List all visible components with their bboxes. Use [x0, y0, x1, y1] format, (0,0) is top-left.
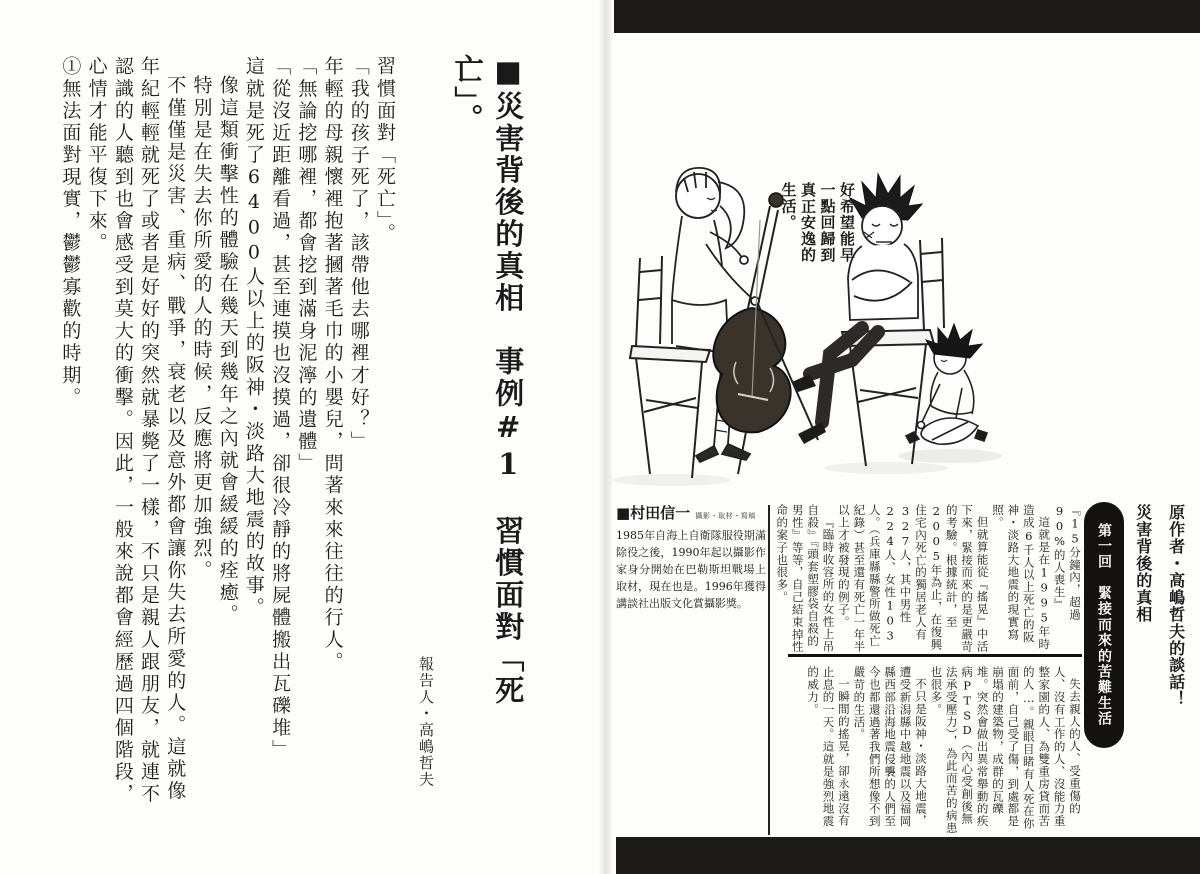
photographer-credit: [616, 502, 766, 612]
photographer-name-text: ■村田信一: [616, 504, 691, 522]
body-paragraph: 『臨時收容所的女性上吊自殺』『頭套塑膠袋自殺的男性』等等，自己結束掉性命的案子也很多。: [775, 504, 836, 654]
photographer-bio: 1985年自海上自衛隊服役期滿除役之後，1990年起以攝影作家身分開始在巴勒斯坦戰場上取材，現在也是。1996年獲得講談社出版文化賞攝影獎。: [616, 529, 766, 611]
headline-line: 原作者・高嶋哲夫的談話！: [1166, 504, 1186, 708]
body-paragraph: 像這類衝擊性的體驗在幾天到幾年之內就會緩緩的痊癒。: [216, 75, 239, 626]
top-black-bar: [614, 0, 1200, 33]
body-paragraph: 一瞬間的搖晃，卻永遠沒有止息的一天。這就是強烈地震的威力。: [806, 666, 851, 828]
photographer-name: [616, 502, 766, 523]
section-divider: [788, 654, 1082, 657]
body-paragraph: 這就是在1995年時造成6千人以上死亡的阪神・淡路大地震的現實寫照。: [990, 504, 1052, 650]
episode-headline: [1126, 504, 1192, 724]
body-paragraph: 「從沒近距離看過，甚至連摸也沒摸過，卻很冷靜的將屍體搬出瓦礫堆」: [269, 56, 292, 762]
body-paragraph: ①無法面對現實，鬱鬱寡歡的時期。: [59, 56, 82, 409]
chair-shadow: [824, 462, 948, 474]
body-paragraph: 不僅僅是災害、重病、戰爭，衰老以及意外都會讓你失去所愛的人。這就像年紀輕輕就死了或者是好好的突然就暴斃了一樣，不只是親人跟朋友，就連不認識的人聽到也會感受到莫大的衝擊。因此，一般來說都會經歷過四個階段，心情才能平復下來。: [85, 56, 187, 806]
body-paragraph: 不只是阪神・淡路大地震，遭受新潟縣中越地震以及福岡縣西部沿海地震侵襲的人們至今也都還過著我們所想像不到嚴苛的生活。: [852, 666, 928, 828]
article-top-block: [774, 504, 1082, 654]
chapter-pill: [1084, 502, 1124, 748]
left-page-body: [52, 56, 398, 822]
headline-line: 災害背後的真相: [1133, 504, 1153, 623]
article-byline: 報告人・高嶋哲夫: [417, 656, 435, 788]
body-paragraph: 「無論挖哪裡，都會挖到滿身泥濘的遺體」: [295, 56, 318, 475]
body-paragraph: 但就算能從『搖晃』中活下來，緊接而來的是更嚴苛的考驗。根據統計，至2005年為止，在復興住宅內死亡的獨居老人有327人，其中男性224人、女性103人。（兵庫縣縣警所做死亡紀錄）甚至還有死亡一年半以上才被發現的例子。: [836, 504, 990, 654]
bio-divider: [768, 505, 770, 835]
body-paragraph: 年輕的母親懷裡抱著摑著毛巾的小嬰兒，問著來來往往的行人。: [321, 56, 344, 674]
body-paragraph: 失去親人的人、受重傷的人、沒有工作的人、沒能力重整家園的人、為雙重房貸而苦的人…。親眼目睹有人死在你面前，自己受了傷，到處都是崩塌的建築物，成群的瓦礫堆。突然會做出異常舉動的疾病PTSD（內心受創後無法承受壓力），為此而苦的病患也很多。: [929, 666, 1082, 835]
photographer-roles: 攝影・取材・寫稿: [695, 512, 756, 520]
bottom-black-bar: [616, 837, 1200, 874]
folding-chair-left: [630, 256, 710, 478]
article-title: ■災害背後的真相 事例#1 習慣面對「死亡」。: [450, 54, 526, 707]
chapter-pill-label: 第一回 緊接而來的苦難生活: [1096, 523, 1112, 727]
article-bottom-block: [774, 666, 1082, 836]
speech-caption: 好希望能早一點回歸到真正安逸的生活。: [779, 182, 856, 263]
body-paragraph: 這就是死了6400人以上的阪神・淡路大地震的故事。: [242, 56, 265, 619]
body-paragraph: 『15分鐘內，超過90%的人喪生』: [1052, 504, 1082, 621]
body-paragraph: 習慣面對「死亡」。: [374, 56, 396, 245]
body-paragraph: 特別是在失去你所愛的人的時候，反應將更加強烈。: [190, 75, 213, 582]
body-paragraph: 「我的孩子死了，該帶他去哪裡才好？」: [347, 56, 370, 453]
chair-shadow: [614, 474, 730, 486]
